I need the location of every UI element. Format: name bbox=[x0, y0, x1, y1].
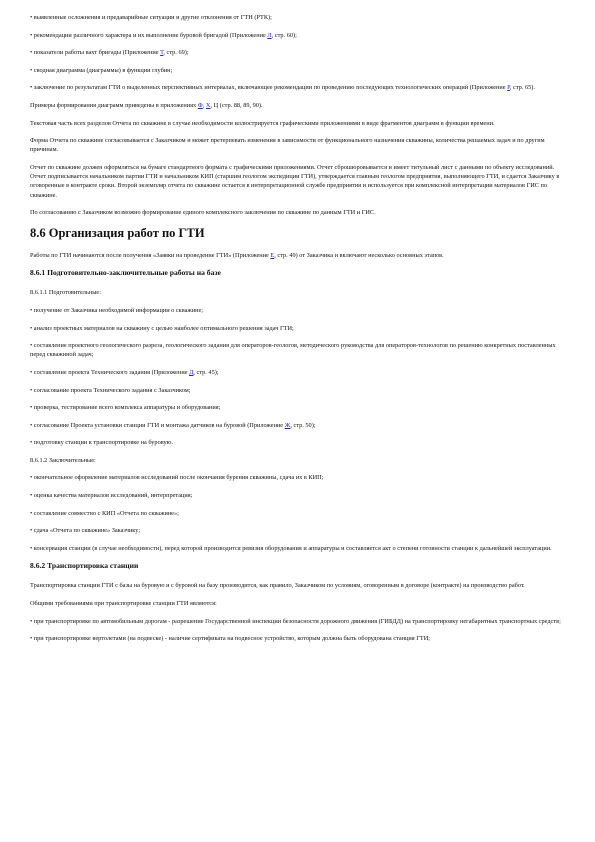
paragraph: • согласование проекта Технического задания с Заказчиком; bbox=[30, 386, 191, 394]
paragraph: • сводная диаграмма (диаграммы) в функции глубин; bbox=[30, 66, 173, 74]
subsection-heading: 8.6.2 Транспортировка станции bbox=[30, 561, 139, 571]
appendix-link[interactable]: Л bbox=[267, 31, 272, 39]
paragraph: Отчет по скважине должен оформляться на бумаге стандартного формата с графическими приложениями. Отчет сброшюровывается и имеет титульный лист с данными по объекту исследований. Отчет подписывается начальником партии ГТИ и начальником КИП (старшим геологом экспедиции ГТИ), утверждается главным геологом предприятия, выполняющего ГТИ, и сдается Заказчику в оговоренные в контракте сроки. Второй экземпляр отчета по скважине остается в интерпретационной службе предприятия и используется при комплексной интерпретации материалов ГИС по скважине. bbox=[30, 163, 560, 199]
paragraph: • заключение по результатам ГТИ о выделенных перспективных интервалах, включающее рекомендации по проведению последующих технологических операций (Приложение Р, стр. 65). bbox=[30, 84, 535, 92]
paragraph: • проверка, тестирование всего комплекса аппаратуры и оборудования; bbox=[30, 404, 221, 412]
appendix-link[interactable]: Р bbox=[507, 84, 510, 92]
paragraph: • получение от Заказчика необходимой информации о скважине; bbox=[30, 306, 204, 314]
paragraph: По согласованию с Заказчиком возможно формирование единого комплексного заключения по скважине по данным ГТИ и ГИС. bbox=[30, 209, 376, 217]
paragraph: • составление совместно с КИП «Отчета по скважине»; bbox=[30, 509, 179, 517]
appendix-link[interactable]: Ф bbox=[197, 101, 203, 109]
paragraph: • составление проектного геологического разреза, геологического задания для операторов-геологов, методического руководства для операторов-технологов по решению конкретных поставленных перед скважиной задач; bbox=[30, 342, 556, 359]
appendix-link[interactable]: Д bbox=[189, 368, 194, 376]
paragraph: • консервация станции (в случае необходимости), перед которой производится ревизия оборудования и аппаратуры и составляется акт о степени готовности станции к дальнейшей эксплуатации. bbox=[30, 544, 552, 552]
paragraph: Транспортировка станции ГТИ с базы на буровую и с буровой на базу производится, как правило, Заказчиком по условиям, оговоренным в договоре (контракте) на производство работ. bbox=[30, 582, 525, 590]
paragraph: Общими требованиями при транспортировке станции ГТИ являются: bbox=[30, 600, 217, 608]
paragraph: • оценка качества материалов исследований, интерпретация; bbox=[30, 492, 193, 500]
subsection-heading: 8.6.1 Подготовительно-заключительные работы на базе bbox=[30, 268, 221, 278]
paragraph: Работы по ГТИ начинаются после получения «Заявки на проведение ГТИ» (Приложение Е, стр. 49) от Заказчика и включают несколько основных этапов. bbox=[30, 251, 444, 259]
paragraph: • рекомендации различного характера и их выполнение буровой бригадой (Приложение Л, стр. 60); bbox=[30, 31, 297, 39]
paragraph: • подготовку станции к транспортировке на буровую. bbox=[30, 439, 173, 447]
paragraph: • согласование Проекта установки станции ГТИ и монтажа датчиков на буровой (Приложение Ж, стр. 50); bbox=[30, 421, 316, 429]
paragraph: • сдача «Отчета по скважине» Заказчику; bbox=[30, 527, 141, 535]
document-body bbox=[30, 13, 565, 643]
appendix-link[interactable]: Ж bbox=[284, 421, 291, 429]
paragraph: • окончательное оформление материалов исследований после окончания бурения скважины, сдача их в КИП; bbox=[30, 474, 324, 482]
paragraph: • при транспортировке вертолетами (на подвеске) - наличие сертификата на подвесное устройство, которым должна быть оборудована станция ГТИ; bbox=[30, 635, 430, 643]
paragraph: • анализ проектных материалов на скважину с целью наиболее оптимального решения задач ГТИ; bbox=[30, 324, 294, 332]
paragraph: Форма Отчета по скважине согласовывается с Заказчиком и может претерпевать изменения в зависимости от функционального назначения скважины, количества решаемых задач и по другим причинам. bbox=[30, 137, 545, 154]
paragraph: Текстовая часть всех разделов Отчета по скважине в случае необходимости иллюстрируется графическими приложениями в виде фрагментов диаграмм в функции времени. bbox=[30, 119, 495, 127]
paragraph: • при транспортировке по автомобильным дорогам - разрешение Государственной инспекции безопасности дорожного движения (ГИБДД) на транспортировку негабаритных транспортных средств; bbox=[30, 617, 561, 625]
paragraph: Примеры формирования диаграмм приведены в приложениях Ф, Х, Ц (стр. 88, 89, 90). bbox=[30, 101, 263, 109]
appendix-link[interactable]: Е bbox=[270, 251, 275, 259]
paragraph: 8.6.1.1 Подготовительные: bbox=[30, 289, 101, 297]
appendix-link[interactable]: Т bbox=[160, 49, 164, 57]
paragraph: • выявленные осложнения и предаварийные ситуации и другие отклонения от ГТН (РТК); bbox=[30, 14, 272, 21]
appendix-link[interactable]: Х bbox=[205, 101, 211, 109]
paragraph: 8.6.1.2 Заключительные: bbox=[30, 456, 96, 464]
paragraph: • составление проекта Технического задания (Приложение Д, стр. 45); bbox=[30, 368, 219, 376]
section-heading: 8.6 Организация работ по ГТИ bbox=[30, 225, 205, 240]
paragraph: • показатели работы вахт бригады (Приложение Т, стр. 69); bbox=[30, 49, 189, 57]
